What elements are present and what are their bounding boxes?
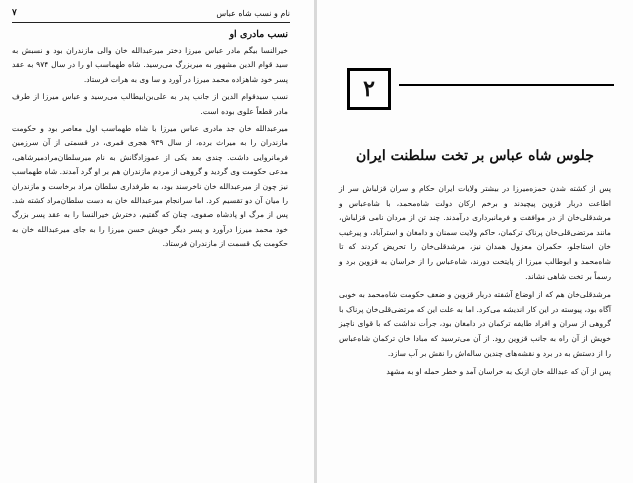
chapter-title: جلوس شاه عباس بر تخت سلطنت ایران [356,148,594,164]
section-title: نسب مادری او [229,29,288,40]
paragraph: میرعبدالله خان جد مادری عباس میرزا با شاه طهماسب اول معاصر بود و حکومت مازندران را به میراث برده، از سال ۹۳۹ هجری قمری، در قسمتی از آن سرزمین فرمانروایی داشت. چندی بعد یکی از عموزادگانش به نام میرسلطان‌مرادمیرشاهی، مدعی حکومت وی گردید و گروهی از مردم مازندران هم بر او گرد آمدند. شاه طهماسب نیز چون از میرعبدالله خان ناخرسند بود، به طرفداری سلطان مراد برخاست و مازندران را میان آن دو تقسیم کرد. اما سرانجام میرعبدالله خان به دست سلطان‌مراد کشته شد. پس از مرگ او پادشاه صفوی، چنان که گفتیم، دخترش خیرالنسا را به عقد پسر بزرگ خود محمد میرزا درآورد و پسر دیگر خویش حسن میرزا را به جای میرعبدالله خان به حکومت یک قسمت از مازندران فرستاد. [12,124,288,249]
chapter-body [339,182,611,384]
right-page [317,0,633,483]
paragraph: خیرالنسا بیگم مادر عباس میرزا دختر میرعبدالله خان والی مازندران بود و نسبش به سید قوام الدین مشهور به میربزرگ می‌رسید. شاه طهماسب او را در سال ۹۷۴ به عقد پسر خود شاهزاده محمد میرزا در آورد و سا وی به هرات فرستاد. [12,46,288,84]
chapter-number-box [347,68,391,110]
paragraph: مرشدقلی‌خان هم که از اوضاع آشفته دربار قزوین و ضعف حکومت شاه‌محمد به خوبی آگاه بود، پیوسته در این کار اندیشه می‌کرد. اما به علت این که مرتضی‌قلی‌خان پرناک با گروهی از سران و افراد طایفه ترکمان در دامغان بود، جرأت نداشت که با قوای ناچیز خویش از آن راه به جانب قزوین رود. از آن می‌ترسید که مبادا خان ترکمان شاه‌عباس را از دستش به در برد و نقشه‌های چندین ساله‌اش را نقش بر آب سازد. [339,290,611,358]
paragraph: پس از آن که عبدالله خان ازبک به خراسان آمد و خطر حمله او به مشهد [386,367,611,377]
chapter-rule [399,84,614,86]
paragraph: نسب سیدقوام الدین از جانب پدر به علی‌بن‌ابیطالب می‌رسید و عباس میرزا از طرف مادر قطعاً علوی بوده است. [12,92,288,116]
header-title: نام و نسب شاه عباس [216,8,290,18]
page-number: ۷ [12,8,17,18]
paragraph: پس از کشته شدن حمزه‌میرزا در بیشتر ولایات ایران حکام و سران قزلباش سر از اطاعت دربار قزوین پیچیدند و برخم ارکان دولت شاه‌محمد، با شاه‌عباس و مرشدقلی‌خان از در موافقت و فرمانبرداری درآمدند. چند تن از مردان نامی قزلباش، مانند مرتضی‌قلی‌خان پرناک ترکمان، حاکم ولایت سمنان و دامغان و استرآباد، و پیرغیب خان استاجلو، حکمران معزول همدان نیز، مرشدقلی‌خان را تحریض کردند که تا شاه‌محمد و ابوطالب میرزا از پایتخت دورند، شاه‌عباس را از خراسان به قزوین برد و رسماً بر تخت شاهی نشاند. [339,184,611,281]
running-header [12,4,290,23]
left-page [0,0,314,483]
chapter-number: ۲ [363,76,375,102]
